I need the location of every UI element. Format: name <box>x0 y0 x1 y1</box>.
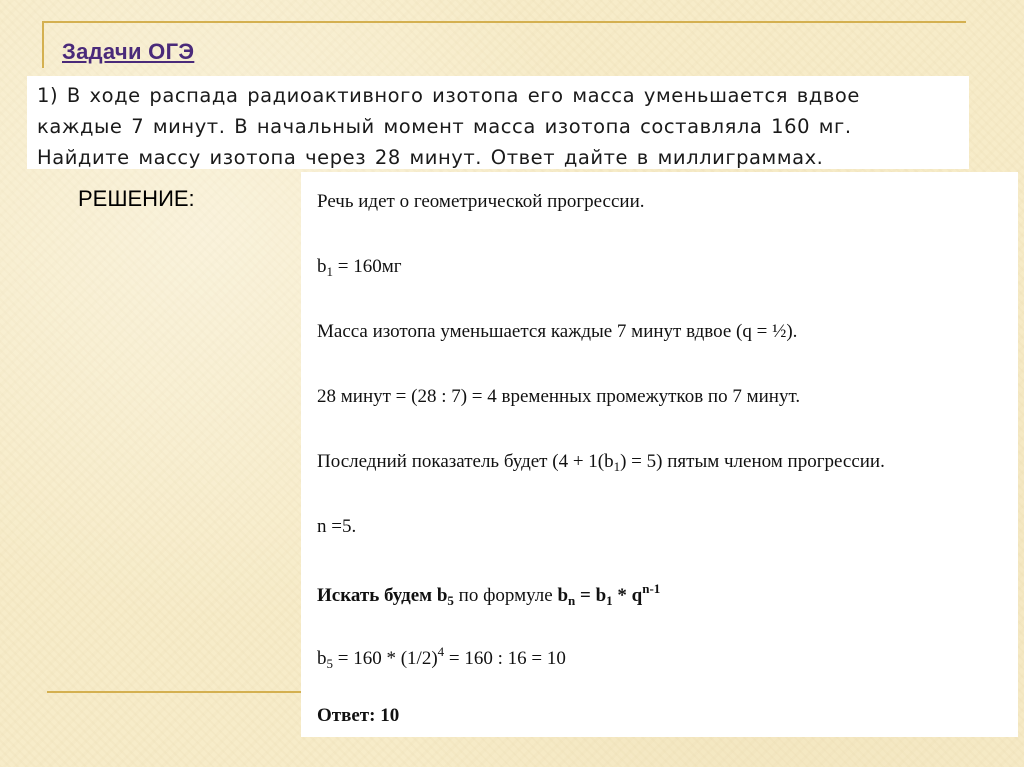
solution-line-ratio-text: Масса изотопа уменьшается каждые 7 минут вдвое (q = ½). <box>317 321 798 342</box>
solution-line-n <box>317 516 356 538</box>
formula-b1-sub: 1 <box>606 593 613 608</box>
formula-times-q: * q <box>612 585 643 606</box>
solution-line-intervals <box>317 386 800 408</box>
formula-power: n-1 <box>642 581 661 596</box>
solution-line-progression <box>317 191 645 213</box>
problem-line-1: 1) В ходе распада радиоактивного изотопа его масса уменьшается вдвое <box>37 84 860 107</box>
decorative-left-rule <box>42 21 44 68</box>
solution-line-intervals-text: 28 минут = (28 : 7) = 4 временных промежутков по 7 минут. <box>317 386 801 407</box>
formula-bn-sub: n <box>568 593 576 608</box>
b5-middle: = 160 * (1/2) <box>333 648 438 669</box>
b1-value: = 160мг <box>333 256 402 277</box>
b5-power: 4 <box>437 644 445 659</box>
formula-equals: = <box>575 585 596 606</box>
slide-title: Задачи ОГЭ <box>62 39 195 64</box>
problem-line-2: каждые 7 минут. В начальный момент масса изотопа составляла 160 мг. <box>37 115 852 138</box>
solution-line-progression-text: Речь идет о геометрической прогрессии. <box>317 191 645 212</box>
last-term-after: ) = 5) пятым членом прогрессии. <box>620 451 885 472</box>
solution-box <box>301 172 1018 737</box>
b5-result: = 160 : 16 = 10 <box>444 648 566 669</box>
solution-heading: РЕШЕНИЕ: <box>78 186 195 211</box>
problem-line-3: Найдите массу изотопа через 28 минут. Ответ дайте в миллиграммах. <box>37 146 824 169</box>
last-term-sub: 1 <box>613 459 621 474</box>
formula-bold-prefix: Искать будем b <box>317 585 448 606</box>
problem-statement-box <box>27 76 969 169</box>
solution-line-ratio <box>317 321 797 343</box>
formula-bn: b <box>557 585 569 606</box>
formula-b1: b <box>595 585 607 606</box>
solution-line-n-text: n =5. <box>317 516 357 537</box>
solution-line-formula <box>317 581 660 609</box>
b5-var: b <box>317 648 327 669</box>
b1-var: b <box>317 256 327 277</box>
answer-line: Ответ: 10 <box>317 705 400 726</box>
last-term-before: Последний показатель будет (4 + 1(b <box>317 451 614 472</box>
formula-bold-prefix-sub: 5 <box>447 593 454 608</box>
decorative-top-rule <box>42 21 966 23</box>
decorative-bottom-rule <box>47 691 302 693</box>
formula-middle-text: по формуле <box>453 585 558 606</box>
solution-line-computation <box>317 644 566 672</box>
solution-line-last-term <box>317 451 885 475</box>
b5-sub: 5 <box>326 656 333 671</box>
solution-line-b1 <box>317 256 402 280</box>
b1-sub: 1 <box>326 264 333 279</box>
